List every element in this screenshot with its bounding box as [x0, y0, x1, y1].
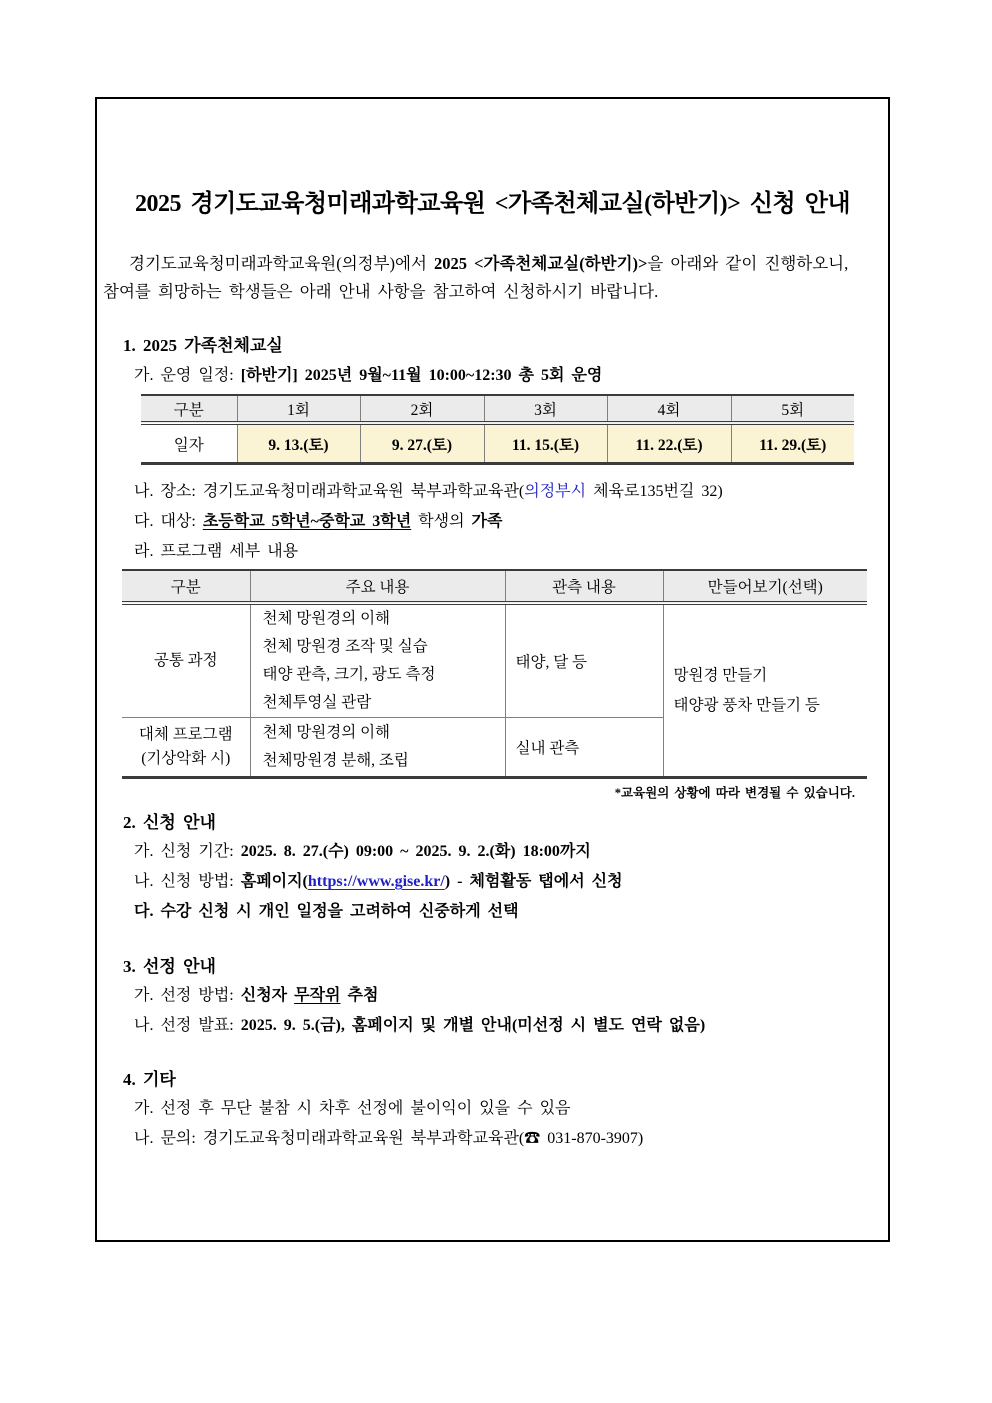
schedule-header-cell: 1회 — [237, 395, 360, 423]
intro-line-2: 참여를 희망하는 학생들은 아래 안내 사항을 참고하여 신청하시기 바랍니다. — [103, 282, 659, 301]
section-3-heading: 3. 선정 안내 — [123, 957, 216, 976]
section-2-heading: 2. 신청 안내 — [123, 813, 216, 832]
section-2-item-caution: 다. 수강 신청 시 개인 일정을 고려하여 신중하게 선택 — [134, 903, 519, 920]
schedule-header-cell: 5회 — [731, 395, 854, 423]
section-4-item-warning: 가. 선정 후 무단 불참 시 차후 선정에 불이익이 있을 수 있음 — [134, 1100, 571, 1117]
schedule-table-header-row — [141, 395, 854, 423]
section-2-item-period: 가. 신청 기간: 2025. 8. 27.(수) 09:00 ~ 2025. 9. 2.(화) 18:00까지 — [134, 843, 591, 860]
section-2-item-method: 나. 신청 방법: 홈페이지(https://www.gise.kr/) - 체험활동 탭에서 신청 — [134, 873, 623, 890]
location-city-highlight: 의정부시 — [524, 483, 587, 500]
program-row-common — [122, 603, 867, 718]
schedule-date-cell: 11. 22.(토) — [607, 423, 731, 464]
section-1-heading: 1. 2025 가족천체교실 — [123, 336, 283, 355]
program-observe-cell: 실내 관측 — [505, 718, 663, 778]
intro-paragraph — [103, 250, 883, 306]
program-category-cell: 대체 프로그램 (기상악화 시) — [138, 726, 233, 767]
program-observe-cell: 태양, 달 등 — [505, 603, 663, 718]
program-content-cell: 천체 망원경의 이해 천체망원경 분해, 조립 — [250, 718, 505, 778]
schedule-date-cell: 11. 29.(토) — [731, 423, 854, 464]
section-1-item-program-detail: 라. 프로그램 세부 내용 — [134, 543, 299, 560]
program-category-cell: 공통 과정 — [122, 603, 250, 718]
program-header-cell: 구분 — [122, 570, 250, 603]
program-table — [122, 569, 867, 779]
schedule-header-cell: 구분 — [141, 395, 237, 423]
section-3-item-announce: 나. 선정 발표: 2025. 9. 5.(금), 홈페이지 및 개별 안내(미선정 시 별도 연락 없음) — [134, 1017, 706, 1034]
homepage-link[interactable]: https://www.gise.kr/ — [307, 873, 445, 890]
document-border-frame — [95, 97, 890, 1242]
schedule-table-date-row — [141, 423, 854, 464]
section-4-item-contact: 나. 문의: 경기도교육청미래과학교육원 북부과학교육관(☎ 031-870-3907) — [134, 1130, 644, 1147]
schedule-header-cell: 3회 — [484, 395, 607, 423]
program-making-cell: 망원경 만들기 태양광 풍차 만들기 등 — [663, 603, 867, 778]
section-1-item-schedule: 가. 운영 일정: [하반기] 2025년 9월~11월 10:00~12:30 총 5회 운영 — [134, 367, 603, 384]
program-content-cell: 천체 망원경의 이해 천체 망원경 조작 및 실습 태양 관측, 크기, 광도 측정 천체투영실 관람 — [250, 603, 505, 718]
section-1-item-target: 다. 대상: 초등학교 5학년~중학교 3학년 학생의 가족 — [134, 513, 503, 530]
program-table-header-row — [122, 570, 867, 603]
schedule-header-cell: 2회 — [360, 395, 484, 423]
table-footnote: *교육원의 상황에 따라 변경될 수 있습니다. — [614, 786, 855, 800]
schedule-date-cell: 9. 13.(토) — [237, 423, 360, 464]
section-4-heading: 4. 기타 — [123, 1070, 176, 1089]
schedule-date-cell: 9. 27.(토) — [360, 423, 484, 464]
schedule-header-cell: 4회 — [607, 395, 731, 423]
section-1-item-location: 나. 장소: 경기도교육청미래과학교육원 북부과학교육관(의정부시 체육로135번길 32) — [134, 483, 723, 500]
program-header-cell: 관측 내용 — [505, 570, 663, 603]
intro-line-1: 경기도교육청미래과학교육원(의정부)에서 2025 <가족천체교실(하반기)>을 아래와 같이 진행하오니, — [129, 254, 849, 273]
page-title: 2025 경기도교육청미래과학교육원 <가족천체교실(하반기)> 신청 안내 — [134, 191, 851, 217]
program-header-cell: 주요 내용 — [250, 570, 505, 603]
schedule-date-cell: 11. 15.(토) — [484, 423, 607, 464]
schedule-row-label: 일자 — [173, 436, 204, 454]
schedule-table — [141, 394, 854, 465]
program-header-cell: 만들어보기(선택) — [663, 570, 867, 603]
section-3-item-method: 가. 선정 방법: 신청자 무작위 추첨 — [134, 987, 379, 1004]
